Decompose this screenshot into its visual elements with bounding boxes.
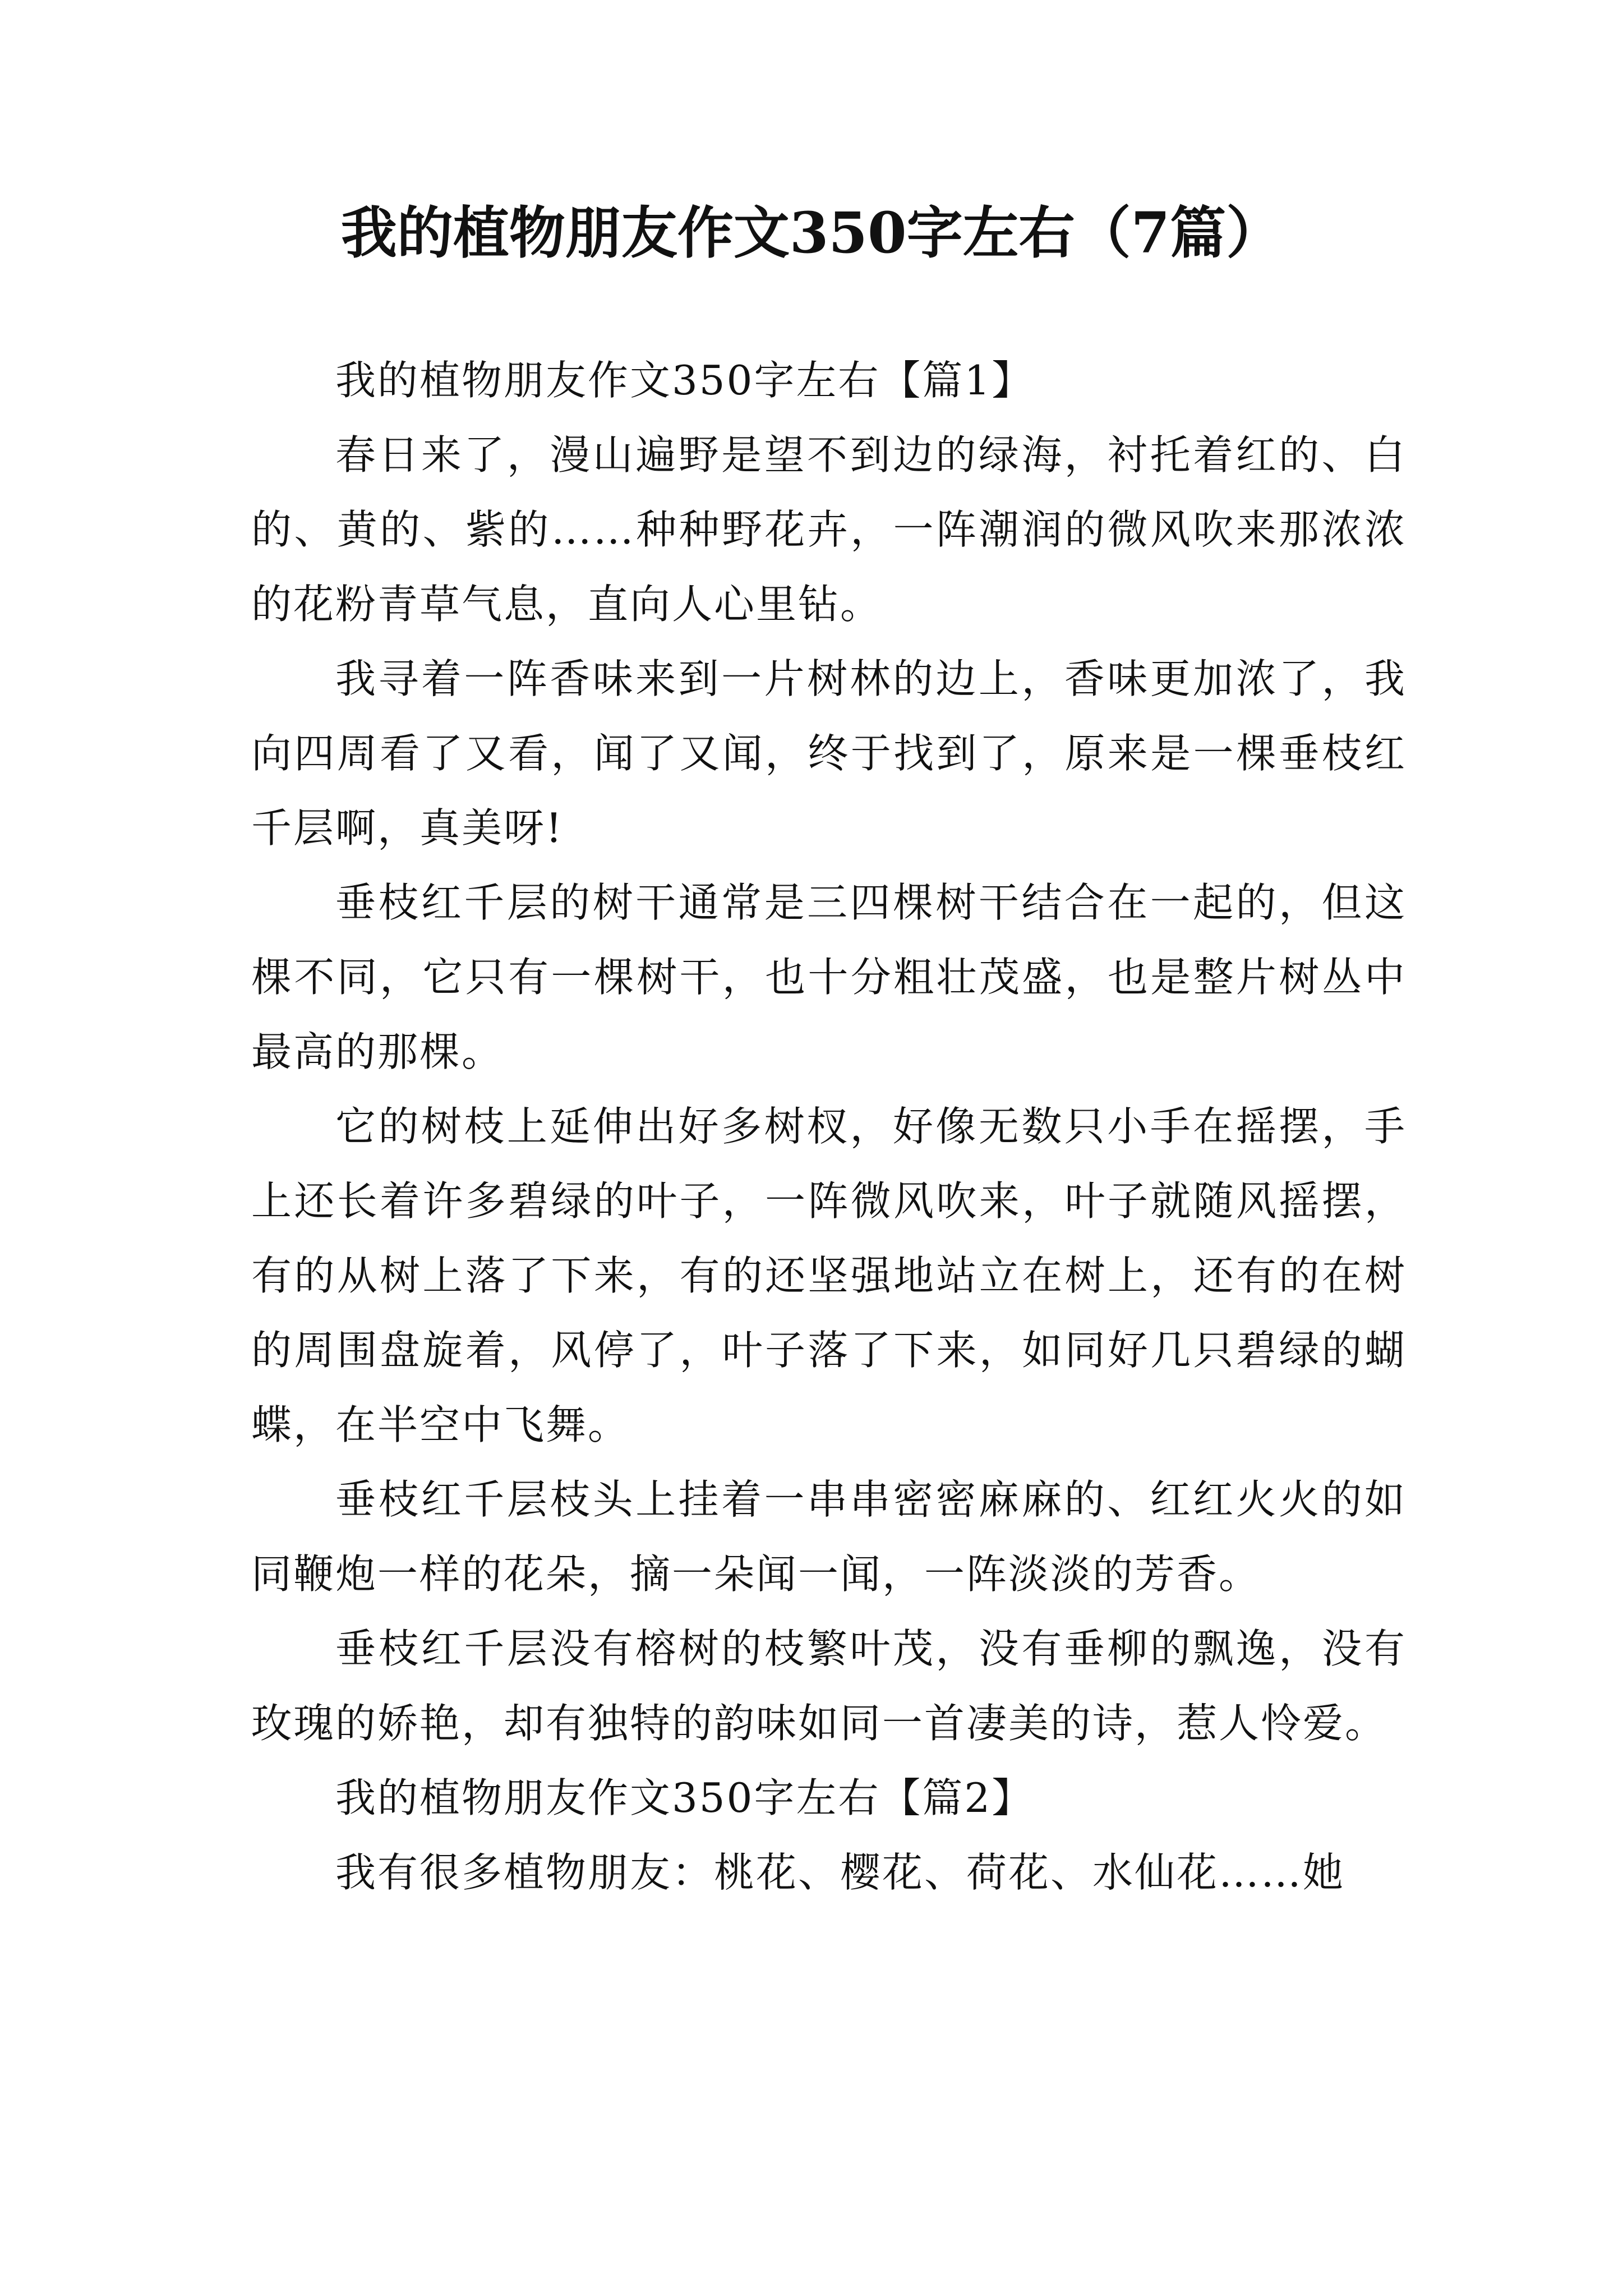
section-heading-1: 我的植物朋友作文350字左右【篇1】	[335, 357, 1034, 404]
paragraph: 垂枝红千层的树干通常是三四棵树干结合在一起的，但这棵不同，它只有一棵树干，也十分粗壮茂盛，也是整片树丛中最高的那棵。	[251, 879, 1407, 1075]
document-body	[251, 343, 1407, 1910]
paragraph: 我寻着一阵香味来到一片树林的边上，香味更加浓了，我向四周看了又看，闻了又闻，终于找到了，原来是一棵垂枝红千层啊，真美呀!	[251, 655, 1407, 852]
section-heading-2: 我的植物朋友作文350字左右【篇2】	[335, 1774, 1034, 1821]
paragraph: 垂枝红千层没有榕树的枝繁叶茂，没有垂柳的飘逸，没有玫瑰的娇艳，却有独特的韵味如同一首凄美的诗，惹人怜爱。	[251, 1625, 1407, 1747]
document-title: 我的植物朋友作文350字左右（7篇）	[340, 200, 1283, 266]
paragraph: 我有很多植物朋友：桃花、樱花、荷花、水仙花……她	[335, 1849, 1345, 1896]
paragraph: 春日来了，漫山遍野是望不到边的绿海，衬托着红的、白的、黄的、紫的……种种野花卉，一阵潮润的微风吹来那浓浓的花粉青草气息，直向人心里钻。	[251, 431, 1407, 628]
paragraph: 它的树枝上延伸出好多树杈，好像无数只小手在摇摆，手上还长着许多碧绿的叶子，一阵微风吹来，叶子就随风摇摆，有的从树上落了下来，有的还坚强地站立在树上，还有的在树的周围盘旋着，风停了，叶子落了下来，如同好几只碧绿的蝴蝶，在半空中飞舞。	[251, 1103, 1407, 1448]
paragraph: 垂枝红千层枝头上挂着一串串密密麻麻的、红红火火的如同鞭炮一样的花朵，摘一朵闻一闻，一阵淡淡的芳香。	[251, 1476, 1407, 1598]
